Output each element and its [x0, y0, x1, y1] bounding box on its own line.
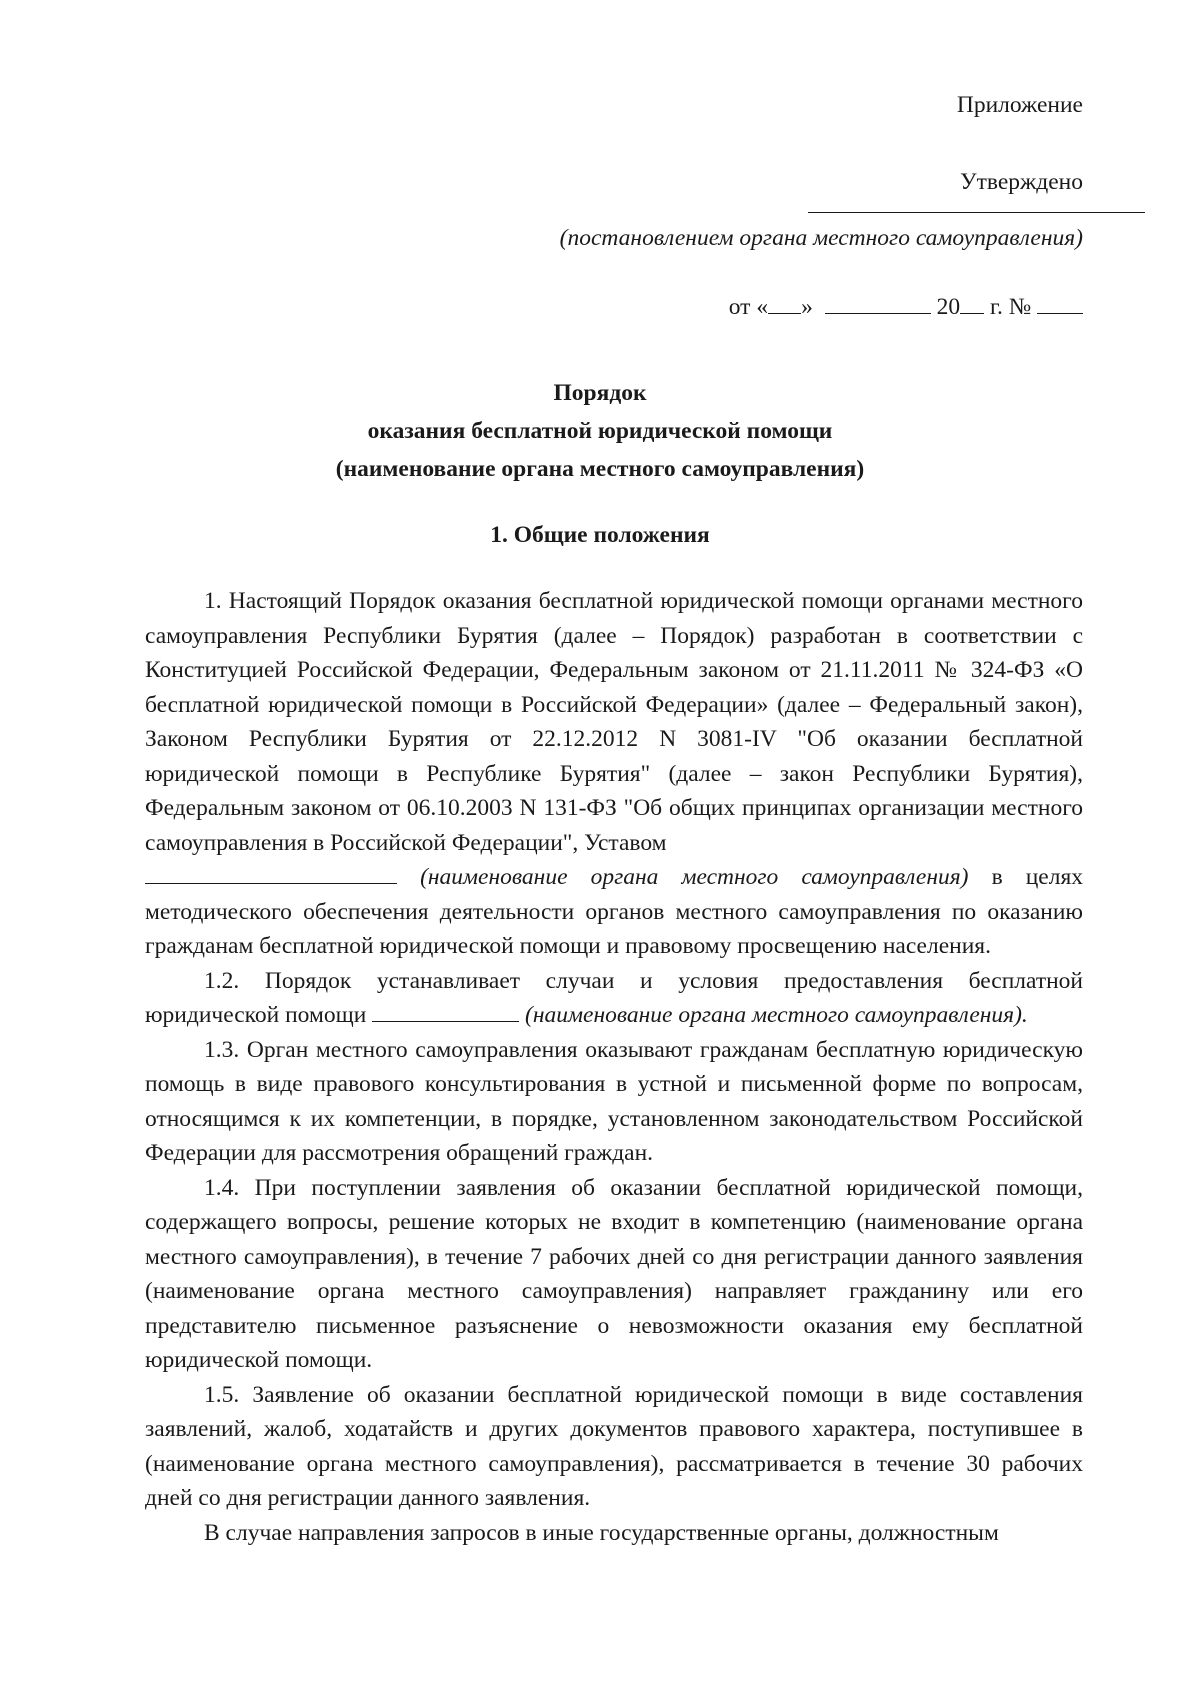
paragraph-1-italic: (наименование органа местного самоуправления)	[420, 864, 969, 890]
paragraph-1	[145, 584, 1083, 964]
paragraph-1-2-text: 1.2. Порядок устанавливает случаи и условия предоставления бесплатной юридической помощи	[145, 967, 1083, 1028]
year-blank	[960, 291, 984, 314]
section-heading: 1. Общие положения	[490, 522, 710, 548]
paragraph-1-3: 1.3. Орган местного самоуправления оказывают гражданам бесплатную юридическую помощь в виде правового консультирования в устной и письменной форме по вопросам, относящимся к их компетенции, в порядке, установленном законодательством Российской Федерации для рассмотрения обращений граждан.	[145, 1036, 1083, 1166]
title-line-1: Порядок	[553, 380, 647, 406]
approved-by-note: (постановлением органа местного самоуправления)	[559, 225, 1083, 251]
day-blank	[768, 291, 801, 314]
paragraph-1-2	[145, 964, 1083, 1033]
paragraph-1-2-italic: (наименование органа местного самоуправления).	[525, 1002, 1028, 1028]
approval-signature-line	[808, 212, 1145, 213]
document-title	[0, 374, 1200, 488]
appendix-label: Приложение	[956, 92, 1083, 118]
date-year: 20	[936, 294, 961, 320]
paragraph-1-5: 1.5. Заявление об оказании бесплатной юридической помощи в виде составления заявлений, жалоб, ходатайств и других документов правового характера, поступившее в (наименование органа местного самоуправления), рассматривается в течение 30 рабочих дней со дня регистрации данного заявления.	[145, 1381, 1083, 1511]
date-mid: »	[801, 294, 813, 320]
title-line-2: оказания бесплатной юридической помощи	[367, 418, 833, 444]
approved-label: Утверждено	[960, 169, 1083, 195]
date-number-line	[729, 290, 1083, 325]
organ-blank	[372, 999, 519, 1022]
title-line-3: (наименование органа местного самоуправления)	[335, 456, 865, 482]
paragraph-1-6: В случае направления запросов в иные государственные органы, должностным	[204, 1519, 999, 1546]
paragraph-1-tail: в целях методического обеспечения деятельности органов местного самоуправления по оказанию гражданам бесплатной юридической помощи и правовому просвещению населения.	[145, 864, 1084, 959]
month-blank	[825, 291, 931, 314]
charter-blank	[145, 861, 397, 884]
date-suffix: г. №	[989, 294, 1032, 320]
paragraph-1-text: 1. Настоящий Порядок оказания бесплатной юридической помощи органами местного самоуправления Республики Бурятия (далее – Порядок) разработан в соответствии с Конституцией Российской Федерации, Федеральным законом от 21.11.2011 № 324-ФЗ «О бесплатной юридической помощи в Российской Федерации» (далее – Федеральный закон), Законом Республики Бурятия от 22.12.2012 N 3081-IV "Об оказании бесплатной юридической помощи в Республике Бурятия" (далее – закон Республики Бурятия), Федеральным законом от 06.10.2003 N 131-ФЗ "Об общих принципах организации местного самоуправления в Российской Федерации", Уставом	[145, 588, 1083, 856]
date-prefix: от «	[728, 294, 769, 320]
paragraph-1-4: 1.4. При поступлении заявления об оказании бесплатной юридической помощи, содержащего вопросы, решение которых не входит в компетенцию (наименование органа местного самоуправления), в течение 7 рабочих дней со дня регистрации данного заявления (наименование органа местного самоуправления) направляет гражданину или его представителю письменное разъяснение о невозможности оказания ему бесплатной юридической помощи.	[145, 1174, 1083, 1373]
document-body	[145, 584, 1083, 1550]
number-blank	[1037, 291, 1083, 314]
